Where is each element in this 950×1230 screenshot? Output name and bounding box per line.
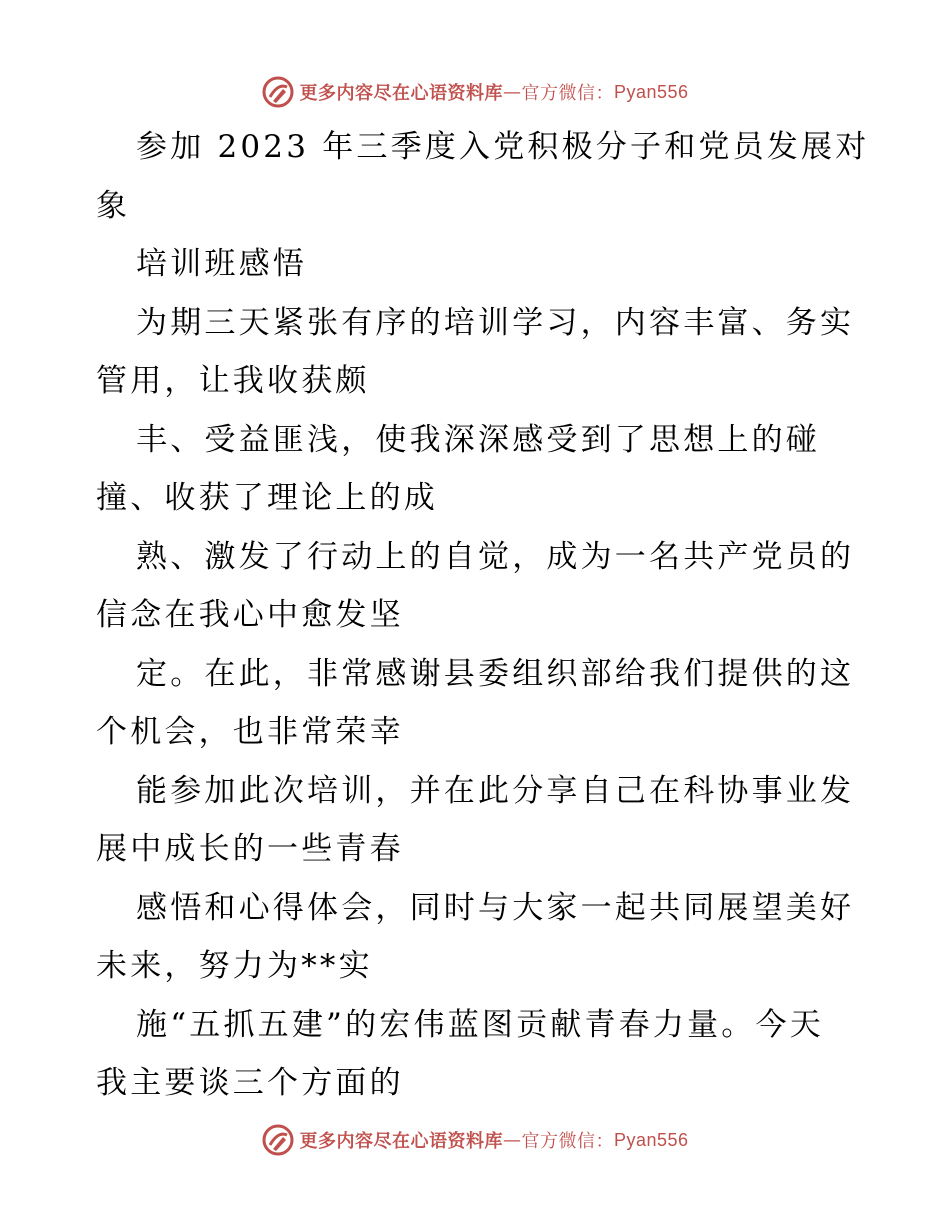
text-line: 信念在我心中愈发坚 bbox=[96, 597, 404, 633]
text-line: 参加 2023 年三季度入党积极分子和党员发展对 bbox=[136, 129, 870, 165]
text-line: 撞、收获了理论上的成 bbox=[96, 480, 438, 516]
text-line: 象 bbox=[96, 187, 131, 224]
watermark-text: 更多内容尽在心语资料库 bbox=[299, 1131, 503, 1152]
text-line: 未来，努力为**实 bbox=[96, 948, 373, 984]
text-line: 培训班感悟 bbox=[136, 246, 307, 282]
text-line: 丰、受益匪浅，使我深深感受到了思想上的碰 bbox=[136, 421, 820, 458]
watermark-wechat-label: 官方微信： bbox=[521, 83, 614, 104]
watermark-wechat-id: Pyan556 bbox=[613, 81, 689, 102]
text-line: 熟、激发了行动上的自觉，成为一名共产党员的 bbox=[136, 538, 855, 575]
watermark-dash: — bbox=[502, 81, 522, 103]
text-line: 定。在此，非常感谢县委组织部给我们提供的这 bbox=[136, 655, 855, 692]
pen-swirl-logo-icon bbox=[261, 1123, 295, 1157]
watermark-wechat-id: Pyan556 bbox=[613, 1129, 689, 1150]
text-line: 为期三天紧张有序的培训学习，内容丰富、务实 bbox=[136, 304, 855, 341]
header-watermark bbox=[0, 72, 950, 112]
watermark-dash: — bbox=[502, 1129, 522, 1151]
document-body bbox=[96, 118, 870, 1113]
text-line: 我主要谈三个方面的 bbox=[96, 1065, 404, 1101]
pen-swirl-logo-icon bbox=[261, 75, 295, 109]
text-line: 施“五抓五建”的宏伟蓝图贡献青春力量。今天 bbox=[136, 1006, 824, 1043]
watermark-wechat-label: 官方微信： bbox=[521, 1131, 614, 1152]
text-line: 展中成长的一些青春 bbox=[96, 831, 404, 867]
text-line: 感悟和心得体会，同时与大家一起共同展望美好 bbox=[136, 889, 855, 926]
text-line: 管用，让我收获颇 bbox=[96, 363, 370, 399]
footer-watermark bbox=[0, 1120, 950, 1160]
text-line: 个机会，也非常荣幸 bbox=[96, 714, 404, 750]
watermark-text: 更多内容尽在心语资料库 bbox=[299, 83, 503, 104]
text-line: 能参加此次培训，并在此分享自己在科协事业发 bbox=[136, 772, 855, 809]
